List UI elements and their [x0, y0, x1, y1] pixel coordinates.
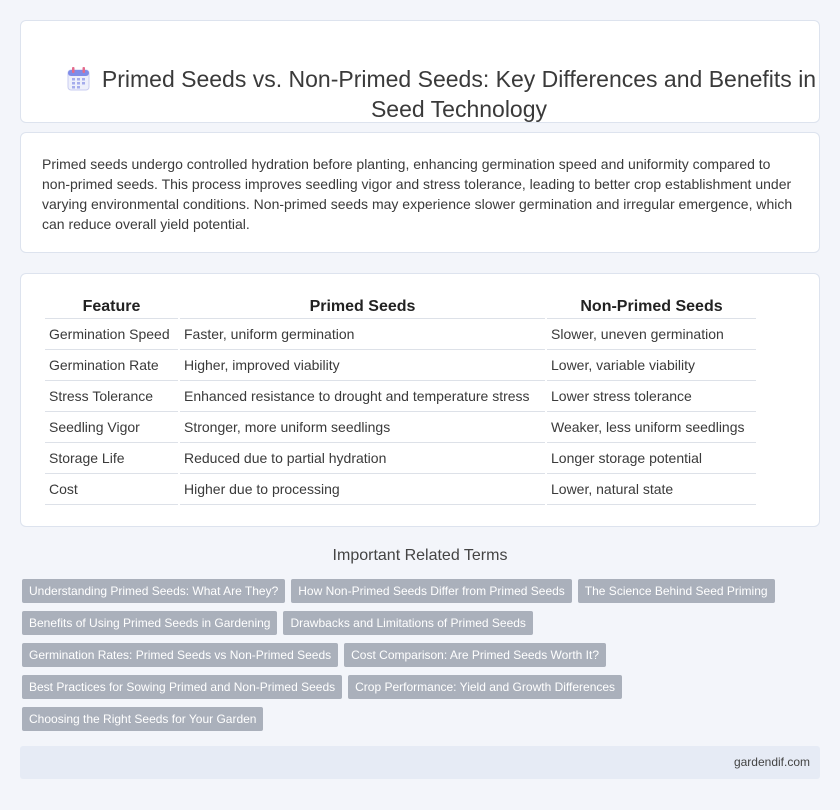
related-term-tag[interactable]: Best Practices for Sowing Primed and Non-Primed Seeds	[22, 675, 342, 699]
table-cell: Weaker, less uniform seedlings	[547, 412, 756, 443]
table-cell: Slower, uneven germination	[547, 319, 756, 350]
table-row	[45, 412, 756, 443]
table-cell: Reduced due to partial hydration	[180, 443, 545, 474]
related-term-tag[interactable]: Cost Comparison: Are Primed Seeds Worth It?	[344, 643, 606, 667]
table-row	[45, 350, 756, 381]
table-cell: Stress Tolerance	[45, 381, 178, 412]
table-row	[45, 381, 756, 412]
related-terms-heading: Important Related Terms	[332, 547, 508, 564]
table-cell: Lower stress tolerance	[547, 381, 756, 412]
table-header-row	[45, 296, 756, 319]
calendar-icon	[67, 67, 90, 91]
table-row	[45, 319, 756, 350]
related-terms-list	[22, 579, 802, 731]
comparison-table	[43, 296, 758, 505]
table-row	[45, 474, 756, 505]
table-cell: Higher, improved viability	[180, 350, 545, 381]
table-cell: Storage Life	[45, 443, 178, 474]
footer	[20, 746, 820, 779]
intro-text: Primed seeds undergo controlled hydration before planting, enhancing germination speed and uniformity compared to non-primed seeds. This process improves seedling vigor and stress tolerance, leading to better crop establishment under varying environmental conditions. Non-primed seeds may experience slower germination and irregular emergence, which can reduce overall yield potential.	[42, 156, 793, 232]
related-term-tag[interactable]: Understanding Primed Seeds: What Are They?	[22, 579, 285, 603]
column-header-non-primed: Non-Primed Seeds	[547, 296, 756, 319]
related-term-tag[interactable]: Benefits of Using Primed Seeds in Gardening	[22, 611, 277, 635]
table-cell: Cost	[45, 474, 178, 505]
header-card	[20, 20, 820, 123]
table-cell: Lower, natural state	[547, 474, 756, 505]
table-cell: Stronger, more uniform seedlings	[180, 412, 545, 443]
comparison-table-card	[20, 273, 820, 527]
related-term-tag[interactable]: The Science Behind Seed Priming	[578, 579, 775, 603]
table-cell: Lower, variable viability	[547, 350, 756, 381]
intro-card	[20, 132, 820, 253]
table-cell: Seedling Vigor	[45, 412, 178, 443]
column-header-primed: Primed Seeds	[180, 296, 545, 319]
related-term-tag[interactable]: How Non-Primed Seeds Differ from Primed Seeds	[291, 579, 572, 603]
table-cell: Germination Rate	[45, 350, 178, 381]
related-term-tag[interactable]: Germination Rates: Primed Seeds vs Non-Primed Seeds	[22, 643, 338, 667]
page-title: Primed Seeds vs. Non-Primed Seeds: Key Differences and Benefits in Seed Technology	[101, 66, 817, 122]
related-term-tag[interactable]: Crop Performance: Yield and Growth Differences	[348, 675, 622, 699]
table-cell: Faster, uniform germination	[180, 319, 545, 350]
table-cell: Enhanced resistance to drought and temperature stress	[180, 381, 545, 412]
footer-site-link[interactable]: gardendif.com	[733, 755, 810, 769]
table-cell: Higher due to processing	[180, 474, 545, 505]
related-term-tag[interactable]: Drawbacks and Limitations of Primed Seeds	[283, 611, 532, 635]
column-header-feature: Feature	[45, 296, 178, 319]
table-cell: Longer storage potential	[547, 443, 756, 474]
table-cell: Germination Speed	[45, 319, 178, 350]
table-row	[45, 443, 756, 474]
related-term-tag[interactable]: Choosing the Right Seeds for Your Garden	[22, 707, 263, 731]
